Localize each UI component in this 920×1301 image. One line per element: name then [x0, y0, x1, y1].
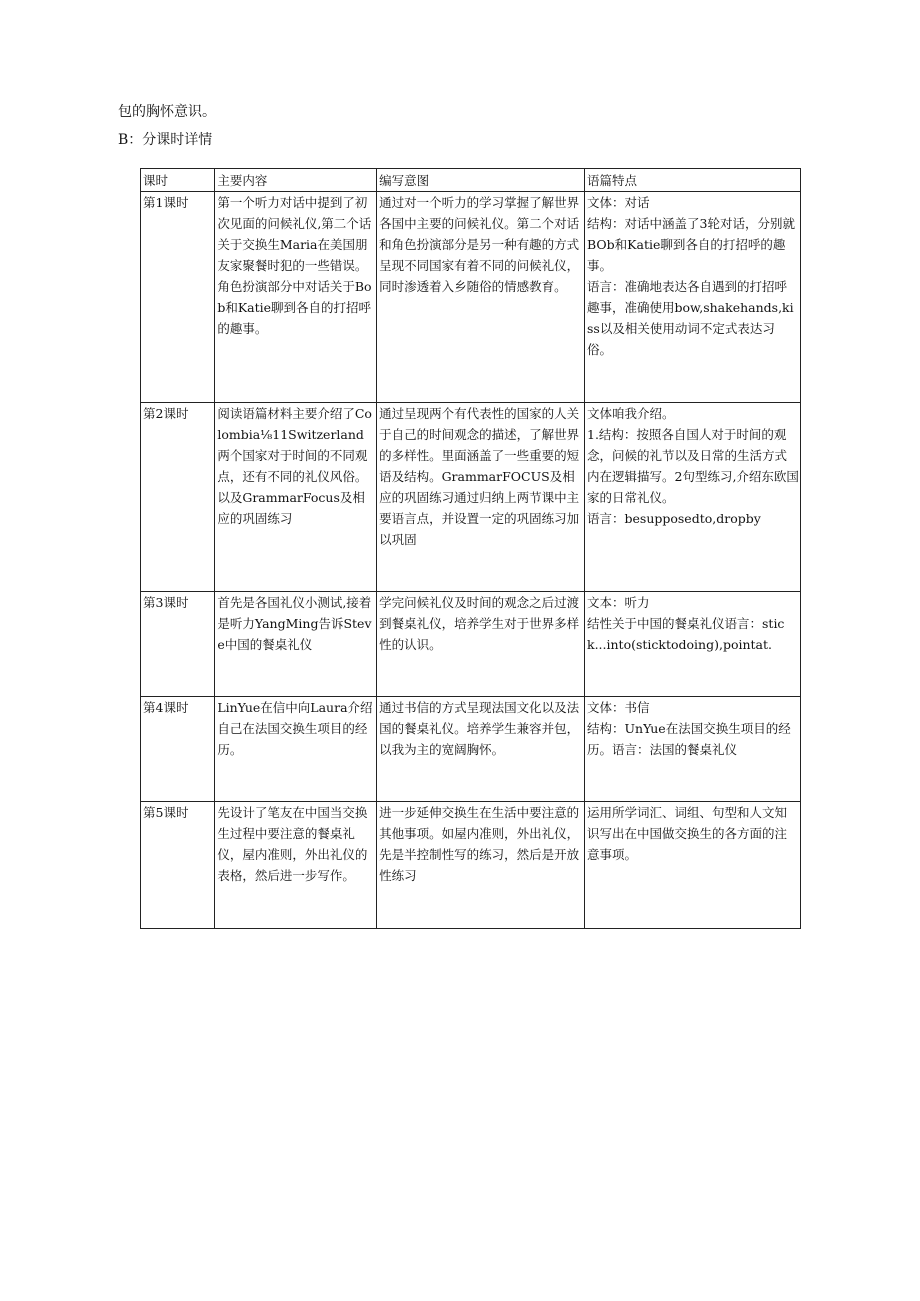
- feature-cell: [585, 697, 801, 802]
- intent-text: 通过对一个听力的学习掌握了解世界各国中主要的问候礼仪。第二个对话和角色扮演部分是另一种有趣的方式呈现不同国家有着不同的问候礼仪，同时渗透着入乡随俗的情感教育。: [379, 195, 580, 294]
- content-text: 先设计了笔友在中国当交换生过程中要注意的餐桌礼仪，屋内准则，外出礼仪的表格，然后进一步写作。: [217, 805, 368, 883]
- content-cell: [215, 697, 377, 802]
- table-row: [141, 192, 801, 403]
- header-feature: 语篇特点: [585, 169, 801, 192]
- feature-text: 运用所学词汇、词组、句型和人文知识写出在中国做交换生的各方面的注意事项。: [587, 805, 788, 862]
- content-text: 首先是各国礼仪小测试,接着是听力YangMing告诉Steve中国的餐桌礼仪: [217, 595, 372, 652]
- content-text: LinYue在信中向Laura介绍自己在法国交换生项目的经历。: [217, 700, 373, 757]
- feature-text: 文体咱我介绍。 1.结构：按照各自国人对于时间的观念，问候的礼节以及日常的生活方式内在逻辑描写。2句型练习,介绍东欧国家的日常礼仪。 语言：besupposedto,dropby: [587, 406, 799, 526]
- intent-text: 进一步延伸交换生在生活中要注意的其他事项。如屋内准则，外出礼仪，先是半控制性写的练习，然后是开放性练习: [379, 805, 580, 883]
- header-period: 课时: [141, 169, 215, 192]
- intent-text: 通过呈现两个有代表性的国家的人关于自己的时间观念的描述，了解世界的多样性。里面涵盖了一些重要的短语及结构。GrammarFOCUS及相应的巩固练习通过归纳上两节课中主要语言点，并设置一定的巩固练习加以巩固: [379, 406, 580, 547]
- period-cell: 第2课时: [141, 403, 215, 592]
- content-cell: [215, 192, 377, 403]
- feature-cell: [585, 192, 801, 403]
- intent-text: 通过书信的方式呈现法国文化以及法国的餐桌礼仪。培养学生兼容并包，以我为主的宽阔胸怀。: [379, 700, 580, 757]
- section-heading: B：分课时详情: [118, 132, 213, 148]
- content-cell: [215, 592, 377, 697]
- lesson-plan-table: [140, 168, 801, 929]
- period-cell: 第3课时: [141, 592, 215, 697]
- intro-text: 包的胸怀意识。: [118, 104, 216, 120]
- table-row: [141, 592, 801, 697]
- intent-cell: [377, 697, 585, 802]
- content-cell: [215, 403, 377, 592]
- table-header-row: [141, 169, 801, 192]
- table-row: [141, 802, 801, 929]
- table-row: [141, 403, 801, 592]
- header-content: 主要内容: [215, 169, 377, 192]
- table-row: [141, 697, 801, 802]
- feature-cell: [585, 403, 801, 592]
- intent-cell: [377, 403, 585, 592]
- intent-cell: [377, 192, 585, 403]
- feature-text: 文本：听力 结性关于中国的餐桌礼仪语言：stick...into(sticktodoing),pointat.: [587, 595, 785, 652]
- period-cell: 第5课时: [141, 802, 215, 929]
- feature-cell: [585, 592, 801, 697]
- header-intent: 编写意图: [377, 169, 585, 192]
- intent-text: 学完问候礼仪及时间的观念之后过渡到餐桌礼仪，培养学生对于世界多样性的认识。: [379, 595, 580, 652]
- content-text: 第一个听力对话中提到了初次见面的问候礼仪,第二个话关于交换生Maria在美国朋友家聚餐时犯的一些错误。角色扮演部分中对话关于Bob和Katie聊到各自的打招呼的趣事。: [217, 195, 372, 336]
- intent-cell: [377, 802, 585, 929]
- feature-text: 文体：对话 结构：对话中涵盖了3轮对话，分别就BOb和Katie聊到各自的打招呼的趣事。 语言：准确地表达各自遇到的打招呼趣事，准确使用bow,shakehands,kiss以及相关使用动词不定式表达习俗。: [587, 195, 795, 357]
- intent-cell: [377, 592, 585, 697]
- content-text: 阅读语篇材料主要介绍了Colombia⅛11Switzerland两个国家对于时间的不同观点，还有不同的礼仪风俗。以及GrammarFocus及相应的巩固练习: [217, 406, 372, 526]
- period-cell: 第1课时: [141, 192, 215, 403]
- feature-text: 文体：书信 结构：UnYue在法国交换生项目的经历。语言：法国的餐桌礼仪: [587, 700, 791, 757]
- content-cell: [215, 802, 377, 929]
- period-cell: 第4课时: [141, 697, 215, 802]
- feature-cell: [585, 802, 801, 929]
